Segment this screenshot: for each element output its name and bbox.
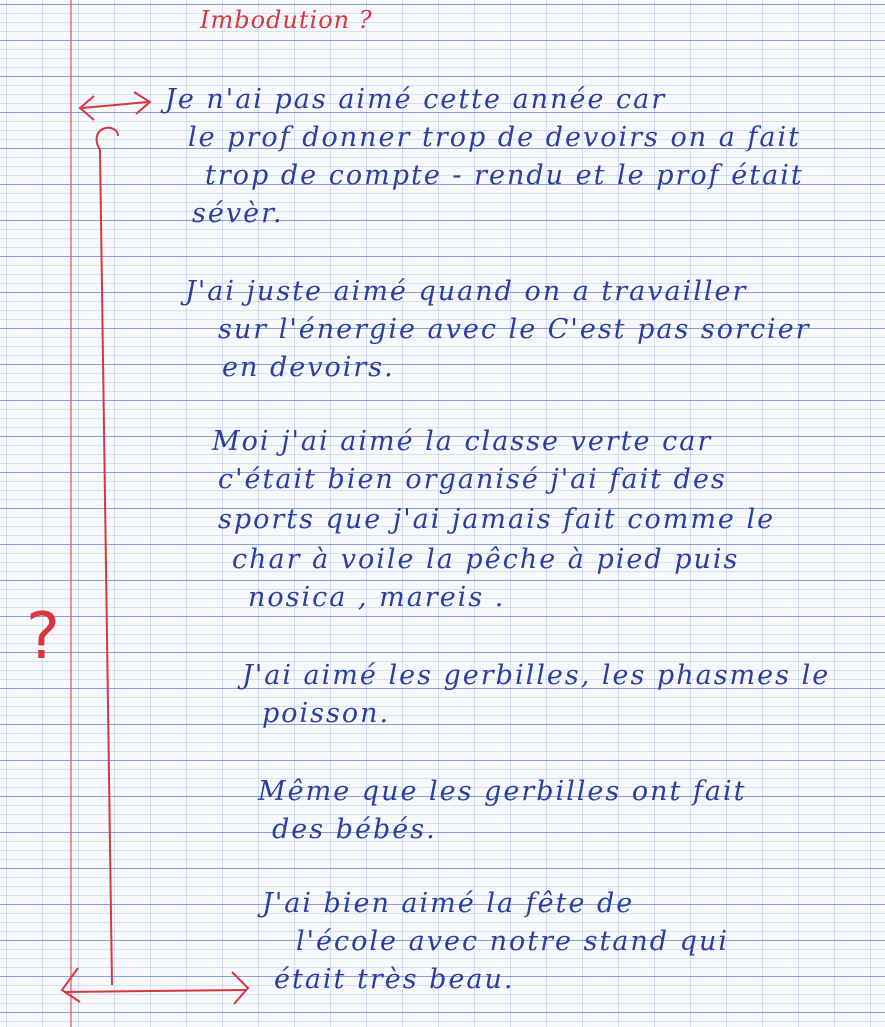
text-line: J'ai aimé les gerbilles, les phasmes le — [242, 660, 831, 691]
text-line: nosica , mareis . — [248, 582, 506, 613]
text-line: char à voile la pêche à pied puis — [232, 544, 740, 575]
margin-question-mark: ? — [26, 600, 60, 674]
text-line: J'ai bien aimé la fête de — [262, 888, 635, 919]
text-line: sur l'énergie avec le C'est pas sorcier — [218, 314, 811, 345]
text-line: sévèr. — [192, 198, 284, 229]
text-line: des bébés. — [272, 814, 437, 845]
text-line: trop de compte - rendu et le prof était — [205, 160, 804, 191]
text-line: c'était bien organisé j'ai fait des — [218, 464, 727, 495]
text-line: était très beau. — [274, 964, 515, 995]
text-line: l'école avec notre stand qui — [296, 926, 729, 957]
text-line: poisson. — [262, 698, 391, 729]
text-line: Même que les gerbilles ont fait — [258, 776, 747, 807]
page-title: Imbodution ? — [200, 6, 373, 34]
text-line: le prof donner trop de devoirs on a fait — [188, 122, 801, 153]
text-line: en devoirs. — [222, 352, 395, 383]
text-line: sports que j'ai jamais fait comme le — [218, 504, 776, 535]
text-line: Moi j'ai aimé la classe verte car — [212, 426, 713, 457]
text-line: Je n'ai pas aimé cette année car — [165, 84, 667, 115]
text-line: J'ai juste aimé quand on a travailler — [185, 276, 748, 307]
